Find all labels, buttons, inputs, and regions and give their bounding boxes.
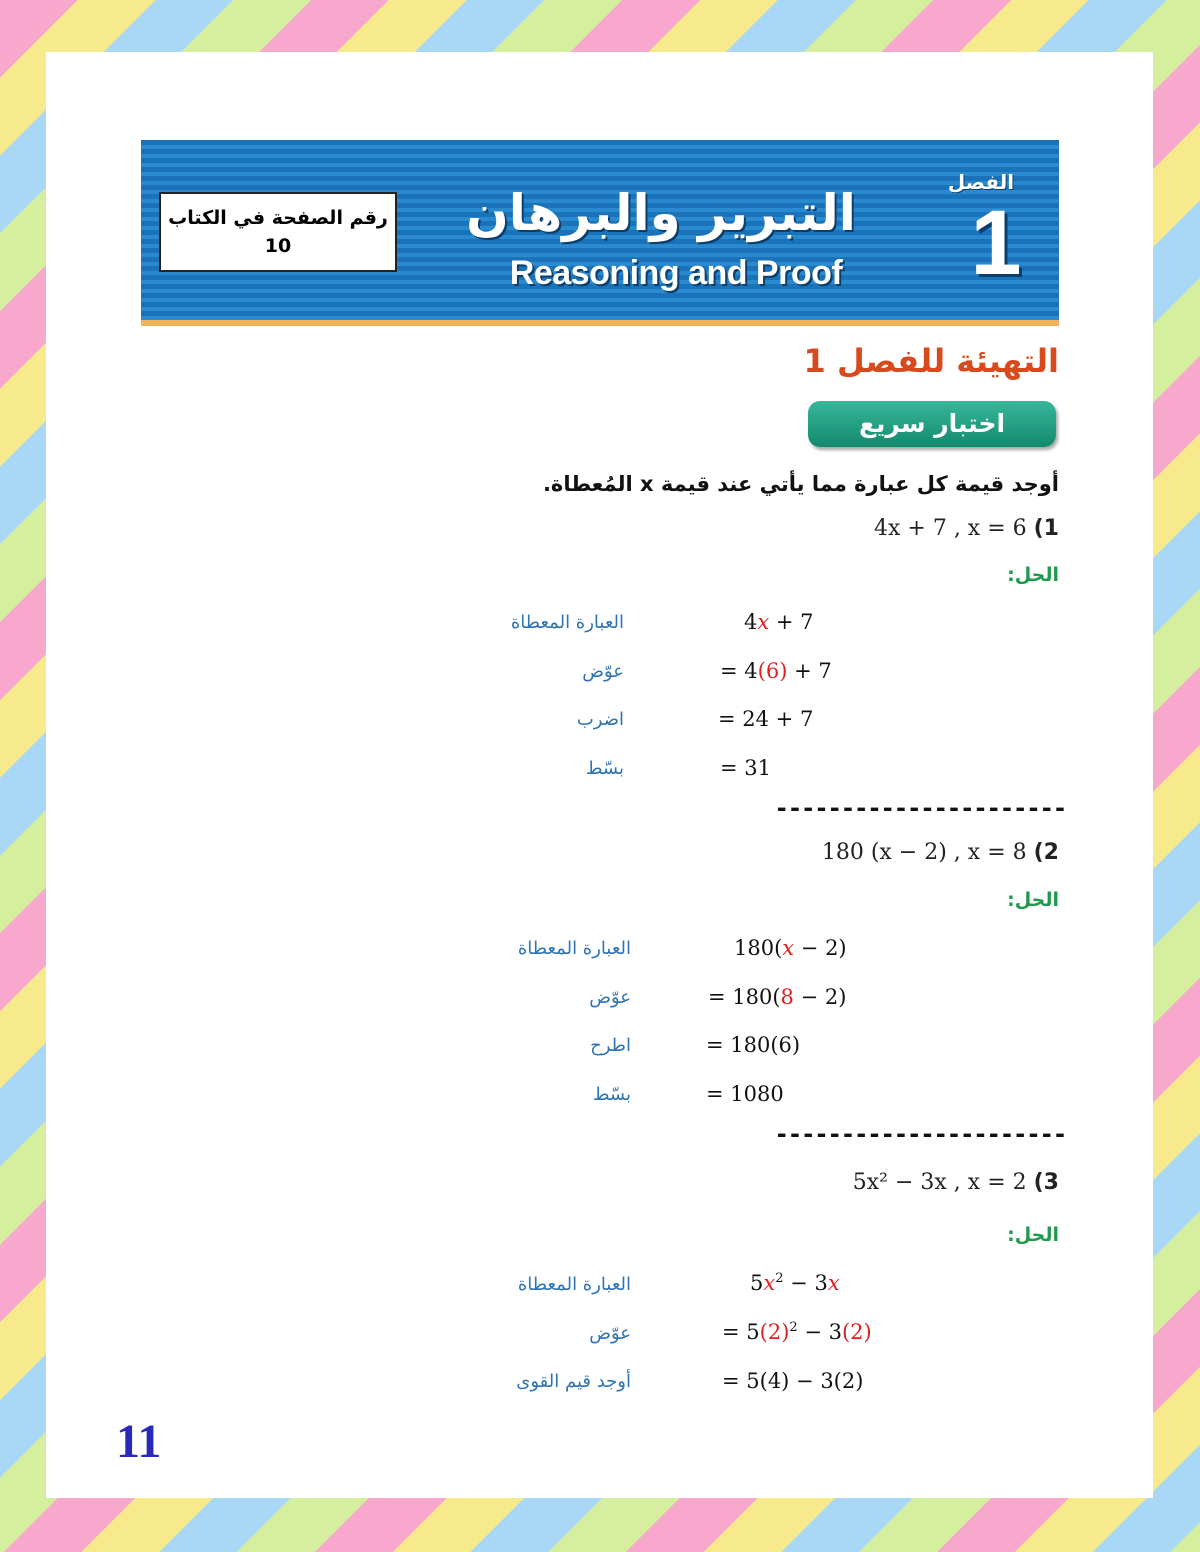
step-expression: 180(x − 2): [734, 936, 847, 960]
quick-check-badge: اختبار سريع: [808, 401, 1056, 447]
page-number: 11: [116, 1415, 162, 1468]
step-expression: = 24 + 7: [718, 707, 814, 731]
step-label: العبارة المعطاة: [517, 938, 631, 959]
step-label: عوّض: [582, 661, 624, 682]
problem-1-number: (1: [1033, 516, 1059, 541]
problem-1-expression: 4x + 7 , x = 6: [874, 516, 1027, 541]
solution-label-3: الحل:: [1007, 1224, 1059, 1246]
problem-2-expression: 180 (x − 2) , x = 8: [821, 840, 1027, 865]
step-label: أوجد قيم القوى: [516, 1371, 631, 1392]
step-expression: $5x^2 - 3x$: [750, 1271, 840, 1295]
chapter-title-arabic: التبرير والبرهان: [466, 184, 856, 242]
book-ref-label: رقم الصفحة في الكتاب: [168, 207, 388, 229]
solution-label-1: الحل:: [1007, 564, 1059, 586]
page: [46, 52, 1153, 1498]
book-ref-number: 10: [264, 235, 292, 257]
problem-1-statement: [459, 516, 1059, 541]
step-expression: 4x + 7: [744, 610, 814, 634]
step-expression: = 4(6) + 7: [720, 659, 832, 683]
chapter-banner: [141, 140, 1059, 326]
separator: ----------------------: [774, 1120, 1066, 1148]
problem-3-statement: [459, 1170, 1059, 1195]
warmup-title: التهيئة للفصل 1: [803, 342, 1059, 380]
step-expression: = 180(8 − 2): [708, 985, 847, 1009]
step-label: اطرح: [590, 1035, 631, 1056]
book-page-reference: [159, 192, 397, 272]
step-expression: = 1080: [706, 1082, 784, 1106]
step-label: بسّط: [592, 1084, 631, 1105]
step-expression: = 180(6): [706, 1033, 801, 1057]
step-label: بسّط: [585, 758, 624, 779]
chapter-title-english: Reasoning and Proof: [509, 254, 843, 292]
step-label: عوّض: [589, 1323, 631, 1344]
problem-2-statement: [459, 840, 1059, 865]
separator: ----------------------: [774, 794, 1066, 822]
problem-3-number: (3: [1033, 1170, 1059, 1195]
problem-3-expression: 5x² − 3x , x = 2: [852, 1170, 1027, 1195]
step-label: اضرب: [576, 709, 624, 730]
step-label: العبارة المعطاة: [510, 612, 624, 633]
chapter-number: 1: [970, 192, 1022, 294]
step-expression: = $5(2)^2 - 3(2)$: [722, 1320, 872, 1344]
step-expression: = 5(4) − 3(2): [722, 1369, 864, 1393]
instructions: أوجد قيمة كل عبارة مما يأتي عند قيمة x المُعطاة.: [542, 472, 1059, 496]
step-label: العبارة المعطاة: [517, 1274, 631, 1295]
problem-2-number: (2: [1033, 840, 1059, 865]
chapter-label: الفصل: [947, 170, 1015, 194]
solution-label-2: الحل:: [1007, 889, 1059, 911]
step-label: عوّض: [589, 987, 631, 1008]
step-expression: = 31: [720, 756, 771, 780]
